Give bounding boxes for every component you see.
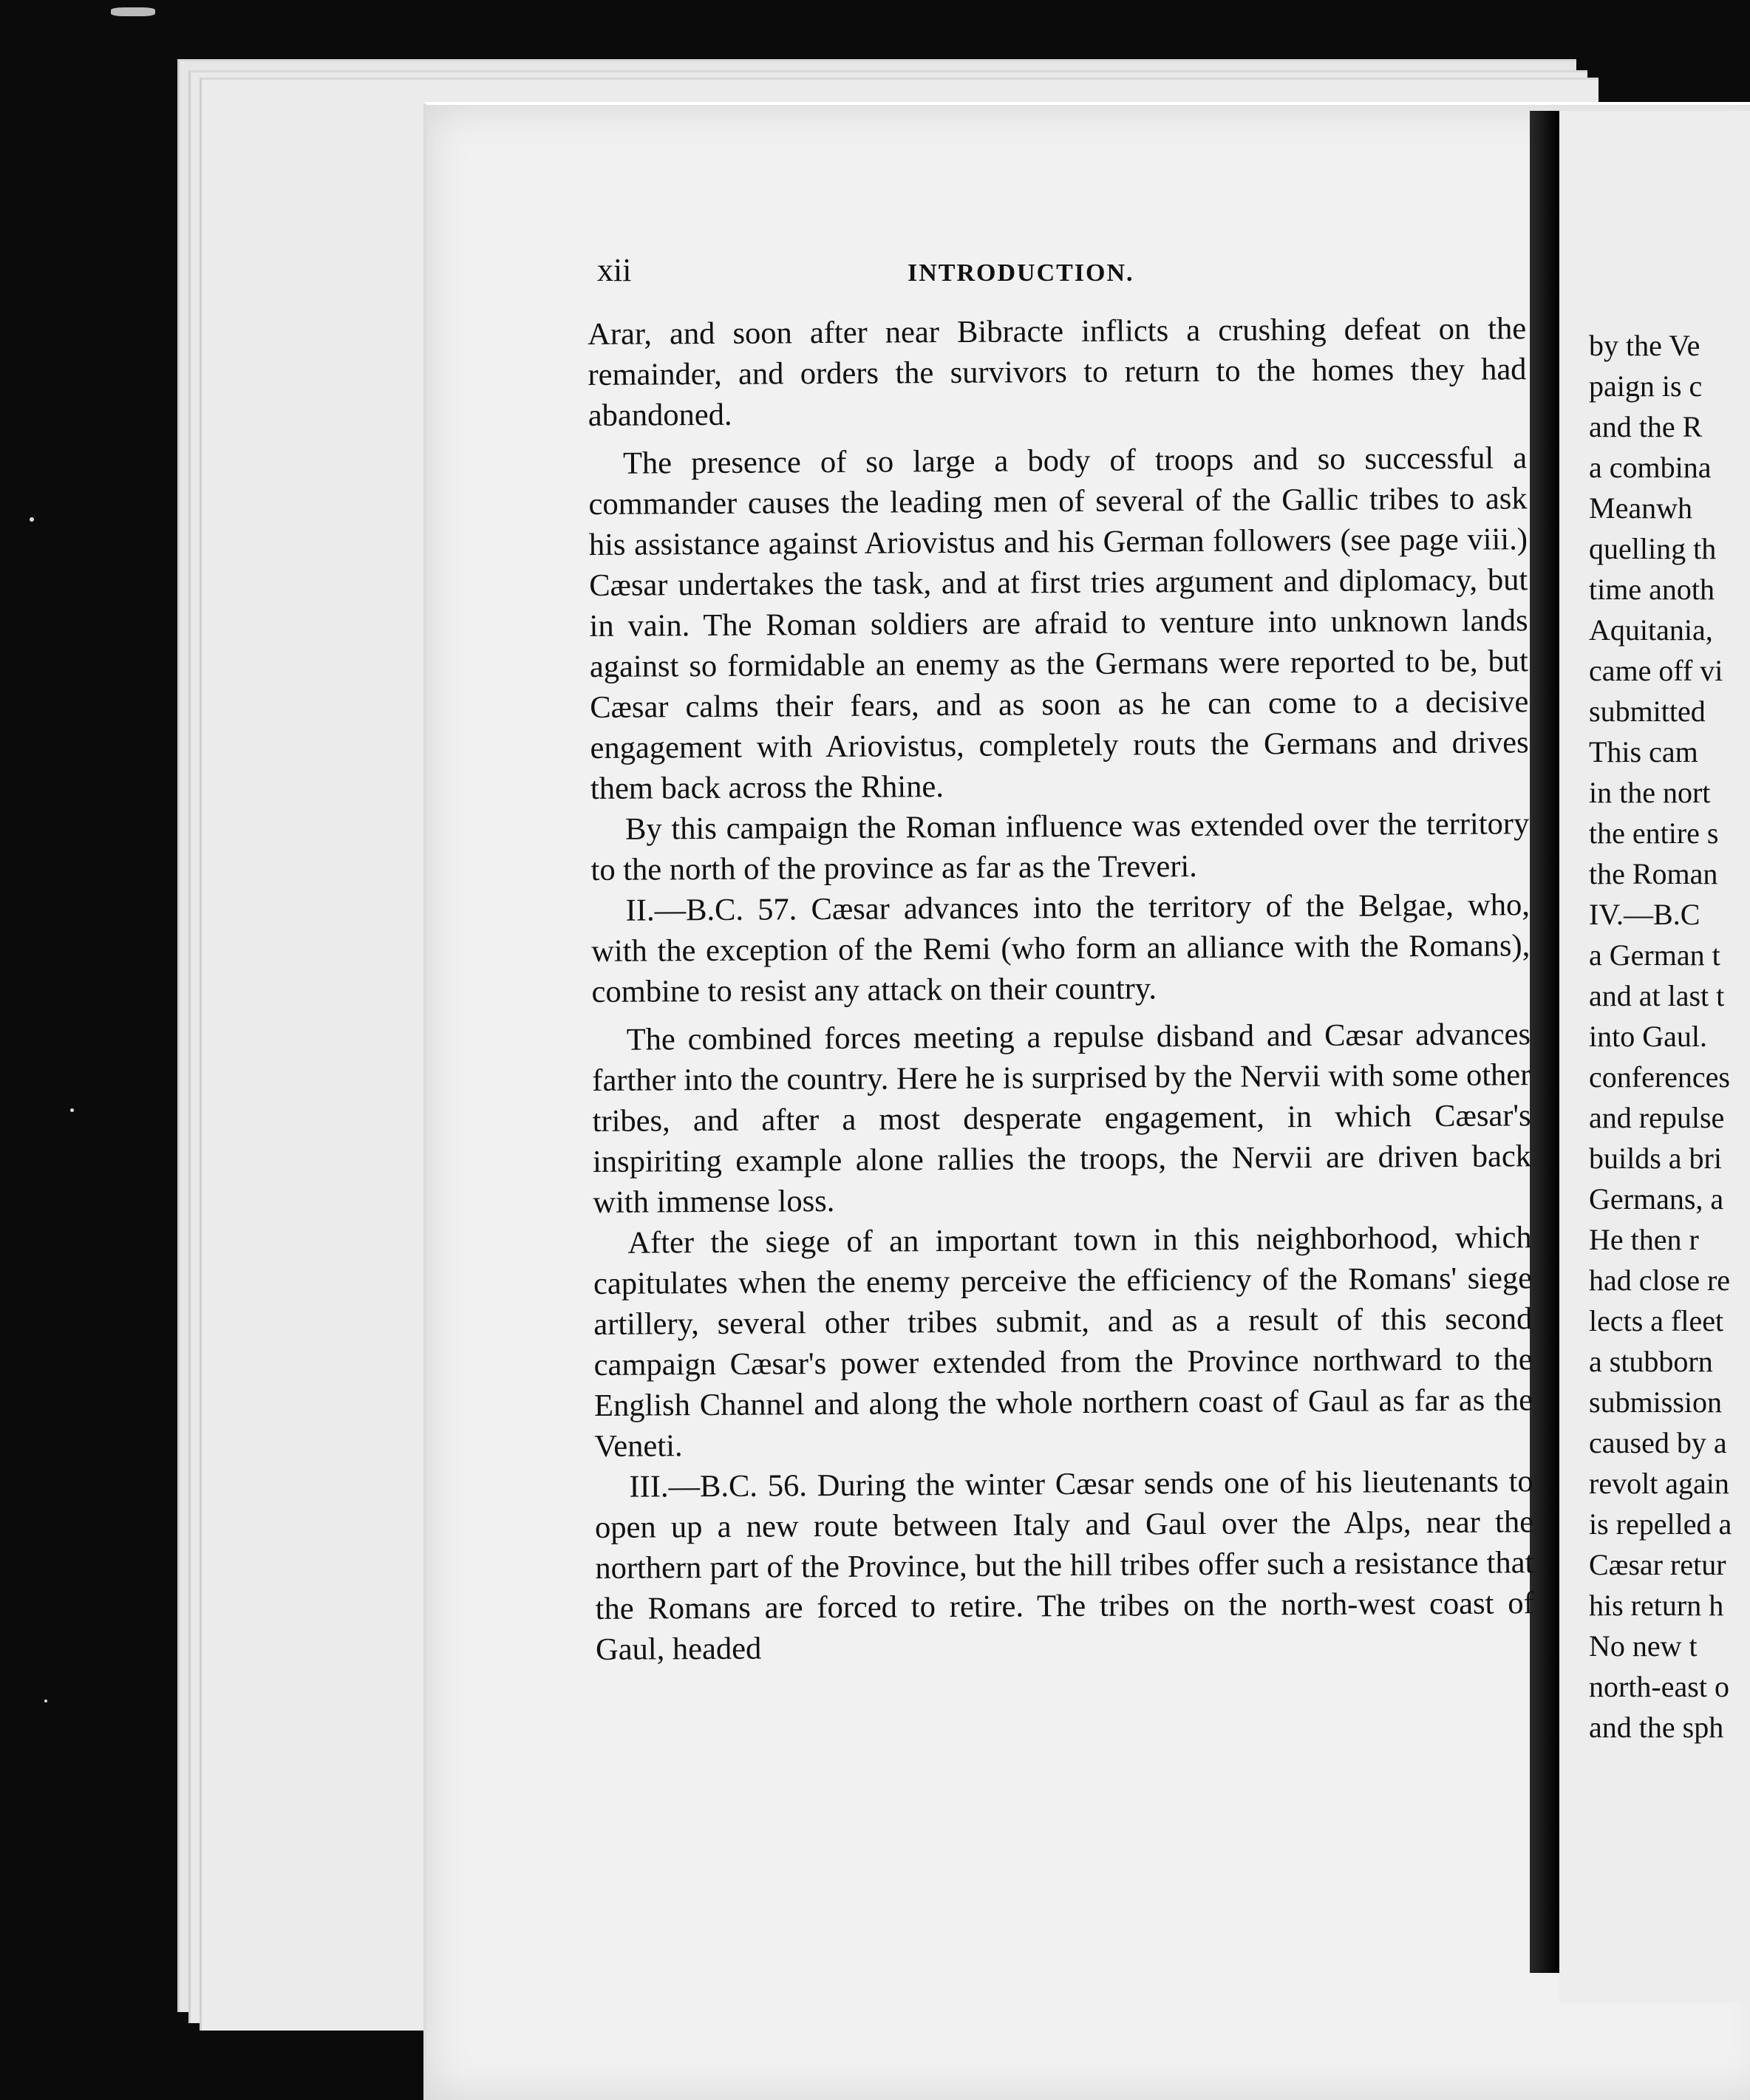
paragraph: By this campaign the Roman influence was extended over the territory to the north of the province as far as the Treveri.: [590, 806, 1530, 887]
paragraph: Arar, and soon after near Bibracte inflicts a crushing defeat on the remainder, and orders the survivors to return to the homes they had abandoned.: [588, 311, 1527, 433]
paragraph: After the siege of an important town in this neighborhood, which capitulates when the enemy perceive the efficiency of the Romans' siege artillery, several other tribes submit, and as a result of this second campaign Cæsar's power extended from the Province northward to the English Channel and along the whole northern coast of Gaul as far as the Veneti.: [593, 1220, 1533, 1464]
facing-page: [1559, 111, 1750, 2002]
facing-page-line: No new t: [1589, 1629, 1698, 1663]
dust-speck: [111, 7, 155, 16]
facing-page-line: and repulse: [1589, 1101, 1725, 1134]
facing-page-line: revolt again: [1589, 1467, 1729, 1500]
facing-page-line: He then r: [1589, 1223, 1699, 1256]
facing-page-line: This cam: [1589, 735, 1698, 768]
paragraph: III.—B.C. 56. During the winter Cæsar sends one of his lieutenants to open up a new route between Italy and Gaul over the Alps, near the northern part of the Province, but the hill tribes offer such a resistance that the Romans are forced to retire. The tribes on the north-west coast of Gaul, headed: [594, 1464, 1534, 1667]
facing-page-line: submitted: [1589, 695, 1706, 728]
dust-speck: [70, 1108, 74, 1112]
facing-page-line: a combina: [1589, 451, 1712, 484]
page-title: INTRODUCTION.: [908, 259, 1134, 287]
facing-page-line: a German t: [1589, 938, 1720, 972]
paragraph: II.—B.C. 57. Cæsar advances into the territory of the Belgae, who, with the exception of the Remi (who form an alliance with the Romans), combine to resist any attack on their country.: [591, 887, 1531, 1009]
facing-page-line: a stubborn: [1589, 1345, 1713, 1378]
facing-page-line: caused by a: [1589, 1426, 1727, 1459]
facing-page-text: [1589, 325, 1750, 1748]
facing-page-line: and the R: [1589, 410, 1703, 443]
facing-page-line: his return h: [1589, 1589, 1724, 1622]
body-text: [588, 308, 1534, 1670]
facing-page-line: paign is c: [1589, 369, 1703, 403]
paragraph: The presence of so large a body of troops and so successful a commander causes the leading men of several of the Gallic tribes to ask his assistance against Ariovistus and his German followers (see page viii.) Cæsar undertakes the task, and at first tries argument and diplomacy, but in vain. The Roman soldiers are afraid to venture into unknown lands against so formidable an enemy as the Germans were reported to be, but Cæsar calms their fears, and as soon as he can come to a decisive engagement with Ariovistus, completely routs the Germans and drives them back across the Rhine.: [588, 440, 1529, 806]
facing-page-line: into Gaul.: [1589, 1020, 1707, 1053]
facing-page-line: and the sph: [1589, 1711, 1724, 1744]
dust-speck: [44, 1700, 47, 1702]
facing-page-line: Meanwh: [1589, 491, 1692, 525]
facing-page-line: is repelled a: [1589, 1507, 1732, 1541]
facing-page-line: conferences: [1589, 1060, 1730, 1094]
facing-page-line: north-east o: [1589, 1670, 1729, 1703]
facing-page-line: the Roman: [1589, 857, 1718, 890]
page-number: xii: [597, 252, 632, 288]
running-head: [597, 251, 1525, 289]
dust-speck: [30, 517, 34, 522]
facing-page-line: Aquitania,: [1589, 613, 1713, 647]
facing-page-line: the entire s: [1589, 817, 1719, 850]
facing-page-line: Cæsar retur: [1589, 1548, 1726, 1581]
book-gutter-shadow: [1530, 111, 1559, 1973]
facing-page-line: had close re: [1589, 1264, 1731, 1297]
facing-page-line: IV.—B.C: [1589, 898, 1700, 931]
facing-page-line: Germans, a: [1589, 1182, 1724, 1216]
facing-page-line: in the nort: [1589, 776, 1711, 809]
facing-page-line: builds a bri: [1589, 1142, 1722, 1175]
facing-page-line: time anoth: [1589, 573, 1715, 606]
facing-page-line: and at last t: [1589, 979, 1725, 1012]
facing-page-line: submission: [1589, 1385, 1723, 1419]
paragraph: The combined forces meeting a repulse disband and Cæsar advances farther into the country. Here he is surprised by the Nervii with some other tribes, and after a most desperate engagement, in which Cæsar's inspiriting example alone rallies the troops, the Nervii are driven back with immense loss.: [592, 1017, 1532, 1220]
facing-page-line: quelling th: [1589, 532, 1717, 565]
facing-page-line: by the Ve: [1589, 329, 1700, 362]
facing-page-line: came off vi: [1589, 654, 1723, 687]
facing-page-line: lects a fleet: [1589, 1304, 1724, 1337]
